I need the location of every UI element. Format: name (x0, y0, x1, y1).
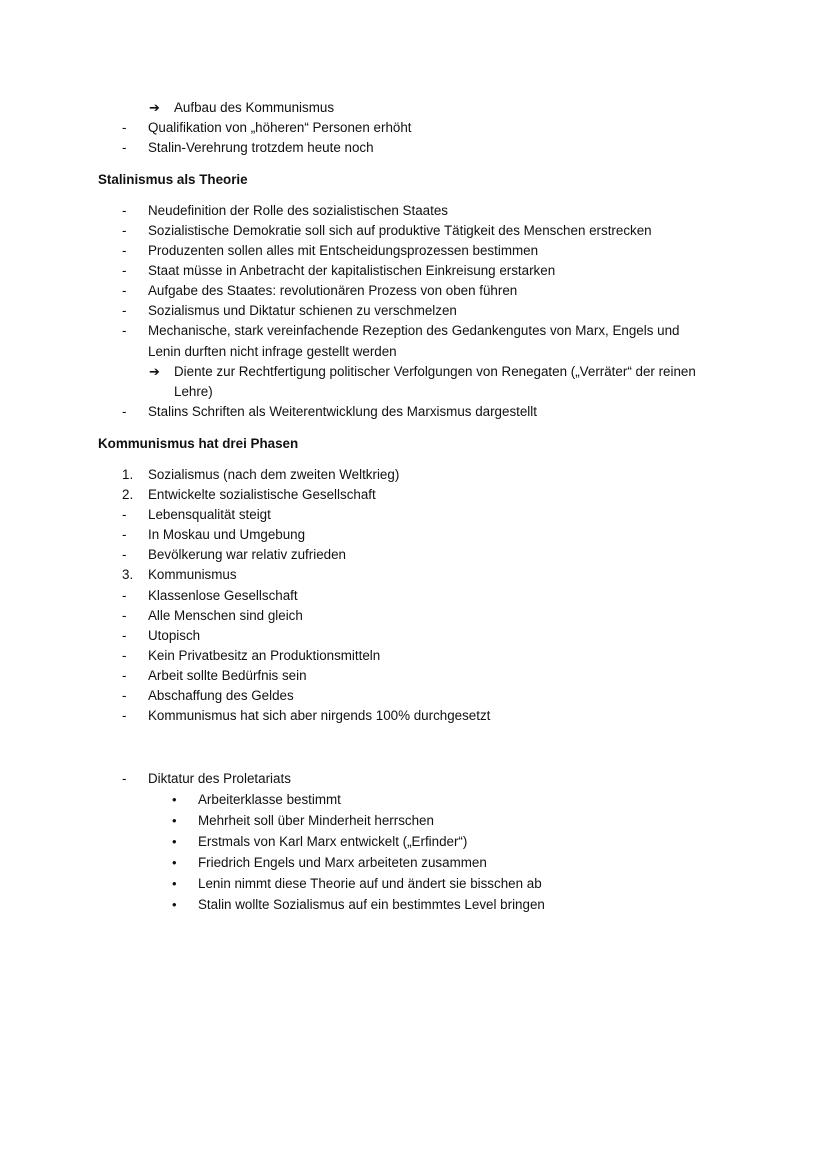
list-item: Stalin-Verehrung trotzdem heute noch (148, 140, 374, 155)
list-item: Mechanische, stark vereinfachende Rezeption des Gedankengutes von Marx, Engels und (148, 323, 680, 338)
number-marker: 1. (122, 467, 134, 482)
dash-marker: - (122, 283, 127, 298)
list-item: Produzenten sollen alles mit Entscheidungsprozessen bestimmen (148, 243, 539, 258)
dash-marker: - (122, 323, 127, 338)
dash-marker: - (122, 608, 127, 623)
dash-marker: - (122, 303, 127, 318)
list-item: Neudefinition der Rolle des sozialistischen Staates (148, 203, 448, 218)
list-item: Arbeiterklasse bestimmt (198, 792, 341, 807)
dash-marker: - (122, 771, 127, 786)
list-item-continuation: Lenin durften nicht infrage gestellt werden (148, 344, 397, 359)
dash-marker: - (122, 120, 127, 135)
dash-marker: - (122, 223, 127, 238)
list-item: Klassenlose Gesellschaft (148, 588, 298, 603)
bullet-icon: • (172, 792, 177, 807)
list-item: Lebensqualität steigt (148, 507, 271, 522)
list-item: Qualifikation von „höheren“ Personen erhöht (148, 120, 412, 135)
list-item: Kommunismus hat sich aber nirgends 100% durchgesetzt (148, 708, 491, 723)
bullet-icon: • (172, 855, 177, 870)
list-item: Bevölkerung war relativ zufrieden (148, 547, 346, 562)
arrow-icon: ➔ (149, 100, 160, 115)
dash-marker: - (122, 648, 127, 663)
list-item: In Moskau und Umgebung (148, 527, 306, 542)
bullet-icon: • (172, 813, 177, 828)
list-item: Utopisch (148, 628, 201, 643)
list-item: Alle Menschen sind gleich (148, 608, 303, 623)
dash-marker: - (122, 547, 127, 562)
section-heading: Kommunismus hat drei Phasen (98, 436, 299, 451)
list-item: Aufbau des Kommunismus (174, 100, 335, 115)
list-item: Sozialismus und Diktatur schienen zu verschmelzen (148, 303, 457, 318)
list-item: Sozialistische Demokratie soll sich auf produktive Tätigkeit des Menschen erstrecken (148, 223, 652, 238)
dash-marker: - (122, 708, 127, 723)
list-item: Sozialismus (nach dem zweiten Weltkrieg) (148, 467, 400, 482)
dash-marker: - (122, 688, 127, 703)
list-item: Arbeit sollte Bedürfnis sein (148, 668, 307, 683)
dash-marker: - (122, 588, 127, 603)
list-item: Diente zur Rechtfertigung politischer Verfolgungen von Renegaten („Verräter“ der reinen (174, 364, 696, 379)
dash-marker: - (122, 243, 127, 258)
list-item: Stalins Schriften als Weiterentwicklung des Marxismus dargestellt (148, 404, 537, 419)
dash-marker: - (122, 527, 127, 542)
list-item: Erstmals von Karl Marx entwickelt („Erfinder“) (198, 834, 468, 849)
bullet-icon: • (172, 876, 177, 891)
bullet-icon: • (172, 897, 177, 912)
list-item: Stalin wollte Sozialismus auf ein bestimmtes Level bringen (198, 897, 545, 912)
dash-marker: - (122, 203, 127, 218)
list-item: Entwickelte sozialistische Gesellschaft (148, 487, 376, 502)
dash-marker: - (122, 628, 127, 643)
list-item: Kein Privatbesitz an Produktionsmitteln (148, 648, 381, 663)
list-item-continuation: Lehre) (174, 384, 213, 399)
dash-marker: - (122, 263, 127, 278)
list-item: Abschaffung des Geldes (148, 688, 294, 703)
list-item: Friedrich Engels und Marx arbeiteten zusammen (198, 855, 487, 870)
list-item: Aufgabe des Staates: revolutionären Prozess von oben führen (148, 283, 518, 298)
bullet-icon: • (172, 834, 177, 849)
dash-marker: - (122, 404, 127, 419)
list-item: Kommunismus (148, 567, 237, 582)
section-heading: Stalinismus als Theorie (98, 172, 248, 187)
list-item: Staat müsse in Anbetracht der kapitalistischen Einkreisung erstarken (148, 263, 556, 278)
list-item: Lenin nimmt diese Theorie auf und ändert sie bisschen ab (198, 876, 542, 891)
number-marker: 3. (122, 567, 134, 582)
arrow-icon: ➔ (149, 364, 160, 379)
number-marker: 2. (122, 487, 134, 502)
list-item: Mehrheit soll über Minderheit herrschen (198, 813, 434, 828)
dash-marker: - (122, 507, 127, 522)
dash-marker: - (122, 668, 127, 683)
dash-marker: - (122, 140, 127, 155)
list-item: Diktatur des Proletariats (148, 771, 291, 786)
